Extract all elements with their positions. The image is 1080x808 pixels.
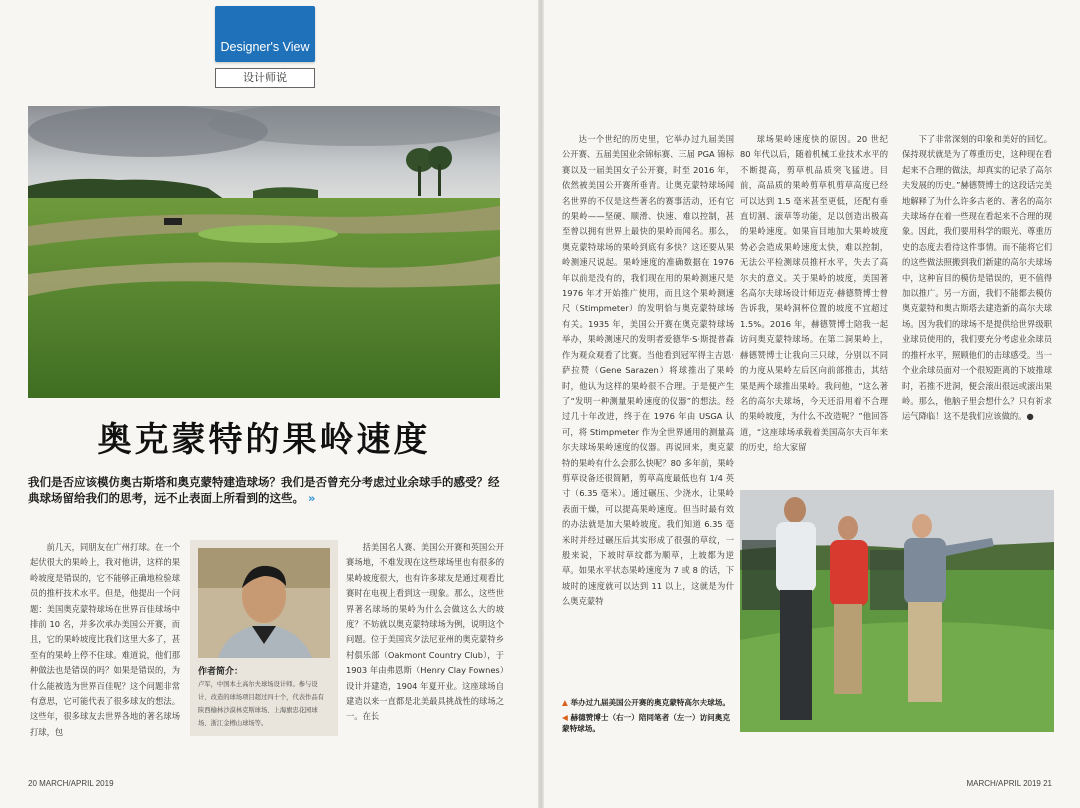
caption-1-text: 举办过九届美国公开赛的奥克蒙特高尔夫球场。: [570, 698, 730, 707]
body-column-2: [346, 540, 504, 770]
caption-2-text: 赫德赞博士（右一）陪同笔者（左一）访问奥克蒙特球场。: [562, 713, 730, 733]
column-4-text: 球场果岭速度快的原因。20 世纪 80 年代以后，随着机械工业技术水平的不断提高，剪草机品质突飞猛进。目前，高品质的果岭剪草机剪草高度已经可以达到 1.5 毫米甚至更低，还配有垂直切割、滚草等功能，足以创造出极高的果岭速度。如果盲目地加大果岭坡度势必会造成果岭速度太快，难以控制，无法公平检测球员推杆水平，失去了高尔夫的意义。关于果岭的坡度，美国著名高尔夫球场设计师迈克·赫德赞博士曾告诉我，果岭洞杯位置的坡度不宜超过 1.5%。2016 年，赫德赞博士陪我一起访问奥克蒙特球场。在第二洞果岭上，赫德赞博士让我向三只球，分别以不同的力度从果岭左后区向前部推击，其结果是两个球推出果岭。我问他，“这么著名的高尔夫球场，今天还沿用着不合理的果岭坡度，为什么不改造呢？”他回答道，“这座球场承载着美国高尔夫百年来的历史，给大家留: [740, 134, 888, 453]
folio-left: 20 MARCH/APRIL 2019: [28, 779, 114, 788]
body-column-5: [902, 132, 1052, 478]
article-deck: [28, 474, 506, 506]
caption-2-marker: ◀: [562, 713, 568, 722]
visit-photo: [740, 490, 1054, 732]
photo-captions: [562, 697, 734, 734]
caption-1-marker: ▲: [562, 698, 568, 707]
caption-2: [562, 712, 734, 734]
section-badge-label: Designer's View: [220, 40, 310, 54]
author-heading: 作者简介：: [198, 667, 244, 677]
course-photo: [28, 106, 500, 398]
column-5-text: 下了非常深刻的印象和美好的回忆。保持现状就是为了尊重历史，这种现在看起来不合理的做法，却真实的记录了高尔夫发展的历史。”赫德赞博士的这段话完美地解释了为什么许多古老的、著名的高尔夫球场存在着一些现在看起来不合理的现象。因此，我们要用科学的眼光、尊重历史的态度去看待这件事情。而不能将它们的这些做法照搬到我们新建的高尔夫球场中，这种盲目的模仿是错误的，更不值得加以推广。另一方面，我们不能都去模仿奥克蒙特和奥古斯塔去建造新的高尔夫球场。因为我们的球场不是提供给世界级职业球员使用的，我们要充分考虑业余球员的推杆水平，照顾他们的击球感受。当一个业余球员面对一个很短距离的下坡推球时，若推不进洞，便会滚出很远或滚出果岭。那么，他脑子里会想什么？只有祈求运气降临！这不是我们应该做的。●: [902, 134, 1052, 422]
caption-1: [562, 697, 734, 708]
column-2-text: 括美国名人赛、美国公开赛和英国公开赛场地，不难发现在这些球场里也有很多的果岭坡度很大，也有许多球友是通过观看比赛时在电视上看到这一现象。那么，这些世界著名球场的果岭为什么会做这么大的坡度？不妨就以奥克蒙特球场为例，说明这个问题。位于美国宾夕法尼亚州的奥克蒙特乡村俱乐部（Oakmont Country Club），于 1903 年由弗恩斯（Henry Clay Fownes）设计并建造，1904 年夏开业。这座球场自建造以来一直都是北美最具挑战性的球场之一。在长: [346, 542, 504, 722]
section-badge: [215, 6, 315, 62]
deck-text: 我们是否应该模仿奥古斯塔和奥克蒙特建造球场？我们是否曾充分考虑过业余球手的感受？经典球场留给我们的思考，远不止表面上所看到的这些。: [28, 475, 500, 505]
page-gutter: [538, 0, 544, 808]
body-column-1: [30, 540, 180, 770]
author-photo: [198, 548, 330, 658]
article-title: 奥克蒙特的果岭速度: [97, 420, 431, 460]
column-1-text: 前几天，同朋友在广州打球。在一个起伏很大的果岭上，我对他讲，这样的果岭坡度是错误的，它不能够正确地检验球员的推杆技术水平。但是，他提出一个问题：美国奥克蒙特球场在世界百佳球场中排前 10 名，并多次承办美国公开赛，而且，它的果岭坡度比我们这里大多了，甚至有的果岭上停不住球。难道说，他们那种做法也是错误的吗？如果是错误的，为什么能被选为世界百佳呢？这个问题非常有意思，它可能代表了很多球友的想法。这些年，很多球友去世界各地的著名球场打球，包: [30, 542, 180, 737]
body-column-3: [562, 132, 734, 688]
deck-arrow-icon: »: [308, 491, 316, 505]
section-subtitle: 设计师说: [215, 68, 315, 88]
body-column-4: [740, 132, 888, 478]
author-bio: 卢军，中国本土高尔夫球场设计师。参与设计、改造的球场项目超过四十个，代表作品有陕西榆林沙漠林克斯球场、上海旗忠花园球场、浙江金樽山球场等。: [198, 681, 324, 727]
folio-right: MARCH/APRIL 2019 21: [966, 779, 1052, 788]
author-box: [190, 540, 338, 736]
column-3-text: 达一个世纪的历史里，它举办过九届美国公开赛、五届美国业余锦标赛、三届 PGA 锦标赛以及一届美国女子公开赛，时至 2016 年，依然被美国公开赛所垂青。让奥克蒙特球场闻名世界的不仅是这些著名的赛事活动，还有它的果岭——坚硬、顺滑、快速、难以控制，甚至曾以拥有世界上最快的果岭而闻名。那么，奥克蒙特球场的果岭到底有多快？这还要从果岭测速尺说起。果岭速度的准确数据在 1976 年以前是没有的，我们现在用的果岭测速尺是 1976 年才开始推广使用，而且这个果岭测速尺（Stimpmeter）的发明恰与奥克蒙特球场有关。1935 年，美国公开赛在奥克蒙特球场举办，果岭测速尺的发明者爱德华·S·斯提普森作为观众观看了比赛。当他看到冠军得主吉恩·萨拉赞（Gene Sarazen）将球推出了果岭时，他认为这样的果岭很不合理。于是便产生了“发明一种测量果岭速度的仪器”的想法。经过几十年改进，终于在 1976 年由 USGA 认可，将 Stimpmeter 作为全世界通用的测量高尔夫球场果岭速度的仪器。再说回来，奥克蒙特的果岭有什么会那么快呢？80 多年前，果岭剪草设备还很简陋，剪草高度最低也有 1/4 英寸（6.35 毫米）。通过碾压、少浇水，让果岭表面干燥，可以提高果岭速度。但当时最有效的办法就是加大果岭坡度。我们知道 6.35 毫米时并经过碾压后其实形成了很强的草纹，一般来说，下坡时草纹都为顺草，上坡都为逆草。如果水平状态果岭速度为 7 或 8 的话，下坡时的速度就可以达到 11 以上，这就是为什么奥克蒙特: [562, 134, 734, 607]
